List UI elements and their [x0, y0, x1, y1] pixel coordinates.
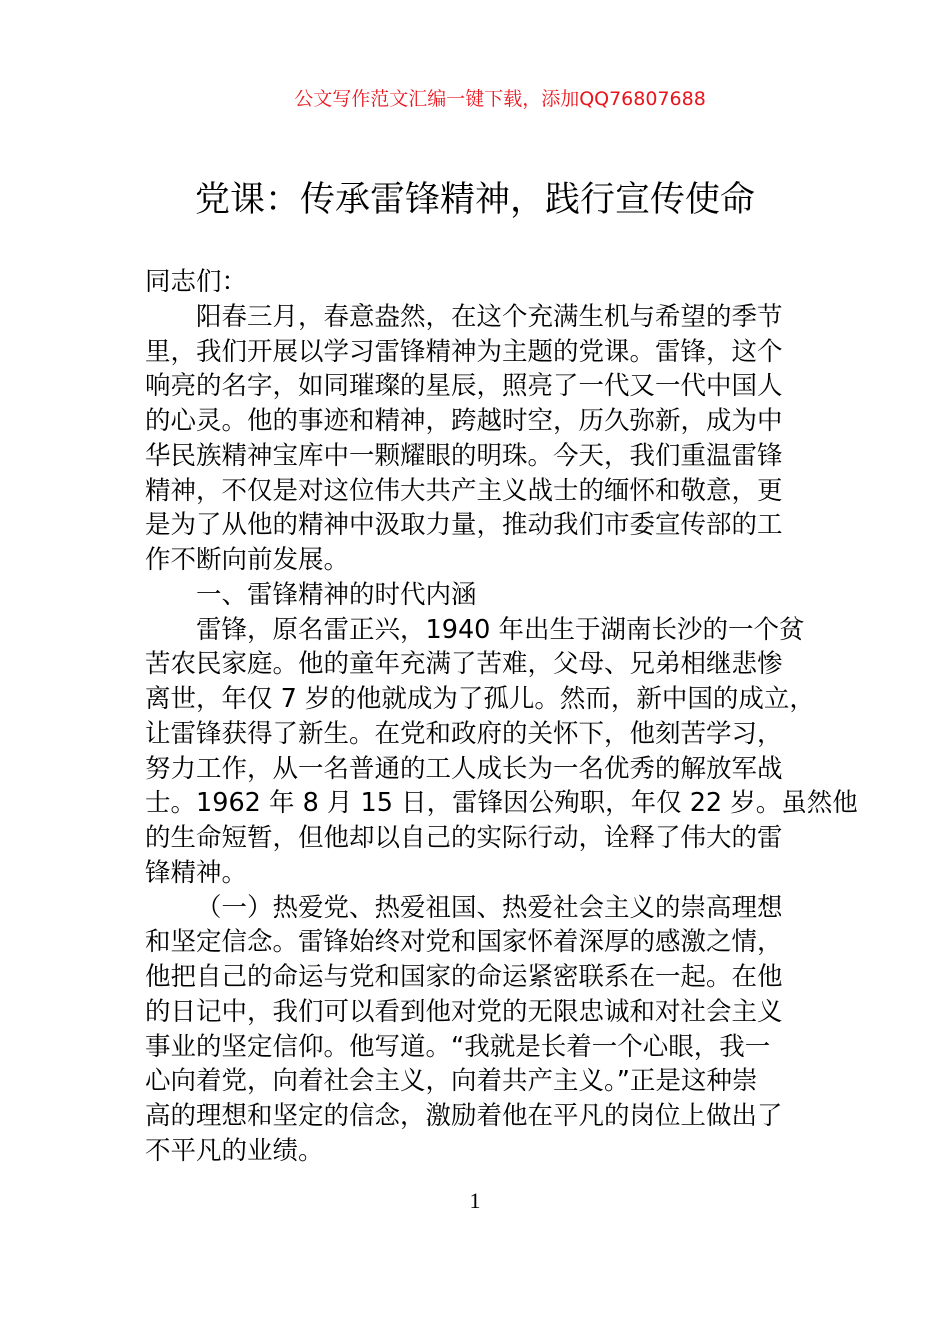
section-heading [145, 578, 810, 613]
text-line: 心向着党，向着社会主义，向着共产主义。”正是这种崇 [145, 1066, 758, 1097]
page-number: 1 [469, 1188, 481, 1213]
text-line: （一）热爱党、热爱祖国、热爱社会主义的崇高理想 [196, 892, 783, 923]
paragraph [145, 613, 858, 891]
text-line: 士。1962 年 8 月 15 日，雷锋因公殉职，年仅 22 岁。虽然他 [145, 788, 858, 819]
text-line: 一、雷锋精神的时代内涵 [196, 579, 477, 610]
text-line: 的心灵。他的事迹和精神，跨越时空，历久弥新，成为中 [145, 406, 783, 436]
text-line: 苦农民家庭。他的童年充满了苦难，父母、兄弟相继悲惨 [145, 649, 783, 680]
text-line: 努力工作，从一名普通的工人成长为一名优秀的解放军战 [145, 753, 783, 784]
text-line: 华民族精神宝库中一颗耀眼的明珠。今天，我们重温雷锋 [145, 440, 783, 471]
greeting: 同志们： [145, 267, 248, 297]
document-body [145, 265, 858, 1169]
text-line: 锋精神。 [145, 857, 248, 888]
text-line: 让雷锋获得了新生。在党和政府的关怀下，他刻苦学习， [145, 718, 783, 749]
text-line: 阳春三月，春意盎然，在这个充满生机与希望的季节 [196, 301, 783, 332]
text-line: 里，我们开展以学习雷锋精神为主题的党课。雷锋，这个 [145, 336, 783, 367]
paragraph [145, 891, 810, 1169]
text-line: 事业的坚定信仰。他写道。“我就是长着一个心眼，我一 [145, 1031, 771, 1062]
text-line: 他把自己的命运与党和国家的命运紧密联系在一起。在他 [145, 962, 783, 992]
text-line: 响亮的名字，如同璀璨的星辰，照亮了一代又一代中国人 [145, 371, 783, 402]
document-title: 党课：传承雷锋精神，践行宣传使命 [194, 180, 755, 220]
text-line: 的日记中，我们可以看到他对党的无限忠诚和对社会主义 [145, 996, 783, 1027]
text-line: 作不断向前发展。 [145, 545, 350, 575]
text-line: 精神，不仅是对这位伟大共产主义战士的缅怀和敬意，更 [145, 475, 783, 506]
text-line: 和坚定信念。雷锋始终对党和国家怀着深厚的感激之情， [145, 927, 783, 958]
text-line: 高的理想和坚定的信念，激励着他在平凡的岗位上做出了 [145, 1101, 783, 1131]
text-line: 的生命短暂，但他却以自己的实际行动，诠释了伟大的雷 [145, 823, 783, 853]
text-line: 雷锋，原名雷正兴，1940 年出生于湖南长沙的一个贫 [196, 614, 805, 645]
paragraph [145, 300, 810, 578]
download-watermark-link[interactable]: 公文写作范文汇编一键下载，添加QQ76807688 [294, 88, 706, 110]
text-line: 是为了从他的精神中汲取力量，推动我们市委宣传部的工 [145, 510, 783, 541]
text-line: 不平凡的业绩。 [145, 1135, 324, 1166]
text-line: 离世，年仅 7 岁的他就成为了孤儿。然而，新中国的成立， [145, 684, 815, 714]
